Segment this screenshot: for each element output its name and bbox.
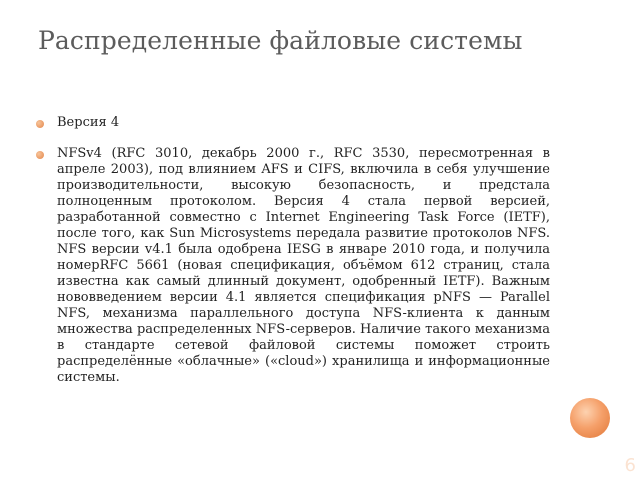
slide-title: Распределенные файловые системы	[38, 26, 523, 55]
slide-content	[36, 115, 550, 401]
bullet-text: NFSv4 (RFC 3010, декабрь 2000 г., RFC 3530, пересмотренная в апреле 2003), под влиянием AFS и CIFS, включила в себя улучшение производительности, высокую безопасность, и предстала полноценным протоколом. Версия 4 стала первой версией, разработанной совместно с Internet Engineering Task Force (IETF), после того, как Sun Microsystems передала развитие протоколов NFS. NFS версии v4.1 была одобрена IESG в январе 2010 года, и получила номерRFC 5661 (новая спецификация, объёмом 612 страниц, стала известна как самый длинный документ, одобренный IETF). Важным нововведением версии 4.1 является спецификация pNFS — Parallel NFS, механизма параллельного доступа NFS-клиента к данным множества распределенных NFS-серверов. Наличие такого механизма в стандарте сетевой файловой системы поможет строить распределённые «облачные» («cloud») хранилища и информационные системы.	[57, 146, 550, 385]
bullet-icon	[36, 120, 44, 128]
bullet-text: Версия 4	[57, 115, 120, 130]
bullet-icon	[36, 151, 44, 159]
decorative-border	[612, 0, 640, 480]
slide-number: 6	[624, 455, 636, 476]
bullet-item	[36, 146, 550, 386]
decorative-orb-icon	[570, 398, 610, 438]
bullet-item	[36, 115, 550, 131]
